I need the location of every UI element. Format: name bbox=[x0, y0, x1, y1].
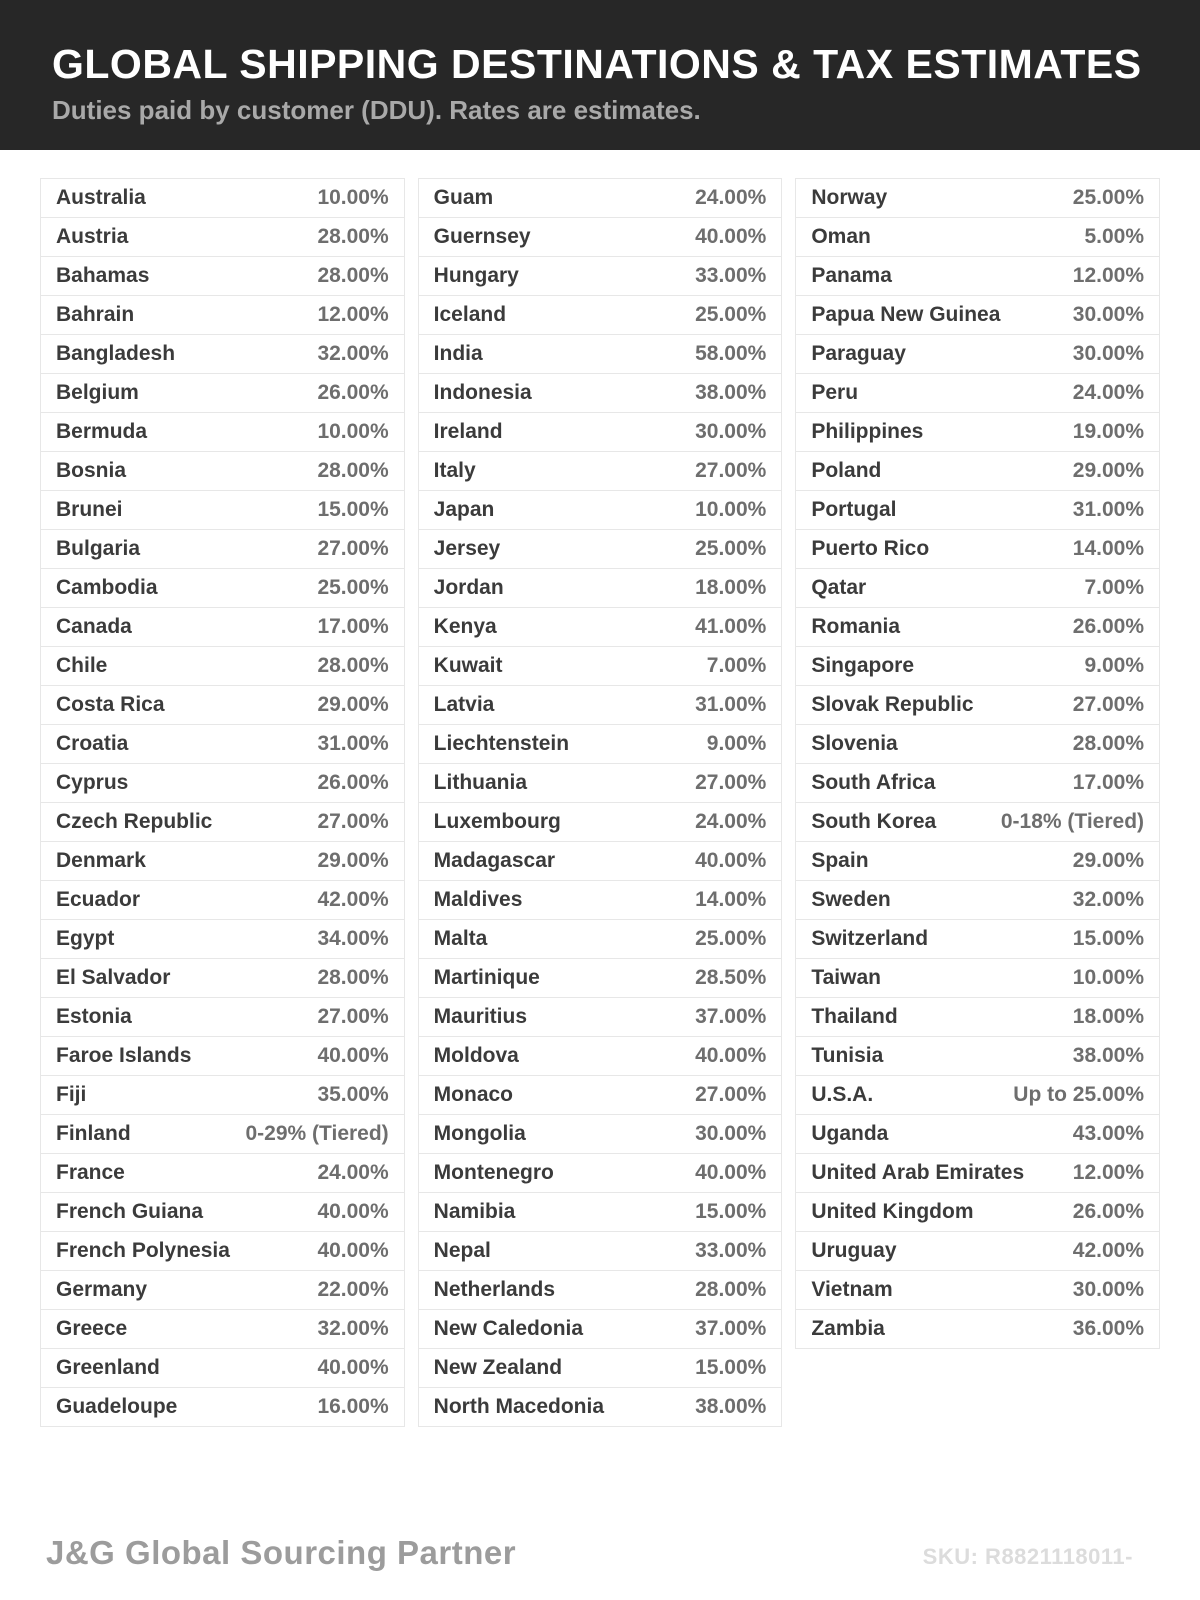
tax-rate: 29.00% bbox=[317, 693, 389, 716]
rate-row bbox=[795, 334, 1160, 374]
rate-row bbox=[40, 1348, 405, 1388]
tax-rate: Up to 25.00% bbox=[1013, 1083, 1145, 1106]
rate-row bbox=[418, 451, 783, 491]
tax-rate: 58.00% bbox=[695, 342, 767, 365]
country-name: Austria bbox=[56, 225, 129, 248]
tax-rate: 24.00% bbox=[695, 186, 767, 209]
rate-row bbox=[40, 1114, 405, 1154]
country-name: Fiji bbox=[56, 1083, 87, 1106]
rate-row bbox=[40, 1270, 405, 1310]
country-name: Germany bbox=[56, 1278, 148, 1301]
country-name: Faroe Islands bbox=[56, 1044, 192, 1067]
country-name: United Kingdom bbox=[811, 1200, 974, 1223]
country-name: Monaco bbox=[433, 1083, 514, 1106]
tax-rate: 38.00% bbox=[695, 381, 767, 404]
country-name: Bangladesh bbox=[56, 342, 176, 365]
rate-row bbox=[418, 685, 783, 725]
tax-rate: 40.00% bbox=[317, 1356, 389, 1379]
country-name: U.S.A. bbox=[811, 1083, 874, 1106]
rate-row bbox=[418, 412, 783, 452]
rate-row bbox=[40, 178, 405, 218]
rate-row bbox=[40, 1192, 405, 1232]
country-name: Ecuador bbox=[56, 888, 141, 911]
rate-row bbox=[795, 1036, 1160, 1076]
country-name: Oman bbox=[811, 225, 871, 248]
country-name: Tunisia bbox=[811, 1044, 884, 1067]
tax-rate: 30.00% bbox=[695, 1122, 767, 1145]
country-name: Poland bbox=[811, 459, 882, 482]
country-name: Hungary bbox=[433, 264, 519, 287]
rate-row bbox=[418, 1192, 783, 1232]
tax-rate: 26.00% bbox=[317, 771, 389, 794]
rate-row bbox=[795, 568, 1160, 608]
tax-rate: 42.00% bbox=[317, 888, 389, 911]
rate-row bbox=[795, 490, 1160, 530]
country-name: North Macedonia bbox=[433, 1395, 605, 1418]
country-name: Croatia bbox=[56, 732, 129, 755]
tax-rate: 32.00% bbox=[317, 342, 389, 365]
rate-row bbox=[40, 1309, 405, 1349]
tax-rate: 9.00% bbox=[1084, 654, 1145, 677]
country-name: Qatar bbox=[811, 576, 867, 599]
tax-rate: 16.00% bbox=[317, 1395, 389, 1418]
country-name: Madagascar bbox=[433, 849, 556, 872]
country-name: Luxembourg bbox=[433, 810, 561, 833]
tax-rate: 40.00% bbox=[317, 1200, 389, 1223]
country-name: Guam bbox=[433, 186, 494, 209]
rate-row bbox=[418, 334, 783, 374]
country-name: Kuwait bbox=[433, 654, 503, 677]
rate-row bbox=[418, 880, 783, 920]
country-name: New Zealand bbox=[433, 1356, 563, 1379]
rate-row bbox=[795, 958, 1160, 998]
rate-row bbox=[40, 451, 405, 491]
tax-rate: 30.00% bbox=[695, 420, 767, 443]
country-name: Papua New Guinea bbox=[811, 303, 1001, 326]
rate-row bbox=[418, 490, 783, 530]
rate-row bbox=[418, 1114, 783, 1154]
country-name: Bahamas bbox=[56, 264, 150, 287]
tax-rate: 28.50% bbox=[695, 966, 767, 989]
tax-rate: 38.00% bbox=[695, 1395, 767, 1418]
rate-row bbox=[40, 1231, 405, 1271]
tax-rate: 24.00% bbox=[1072, 381, 1145, 404]
rate-row bbox=[795, 763, 1160, 803]
rate-row bbox=[418, 1036, 783, 1076]
tax-rate: 5.00% bbox=[1084, 225, 1145, 248]
tax-rate: 14.00% bbox=[695, 888, 767, 911]
country-name: Peru bbox=[811, 381, 859, 404]
rate-row bbox=[40, 763, 405, 803]
tax-rate: 24.00% bbox=[317, 1161, 389, 1184]
rate-row bbox=[40, 724, 405, 764]
rate-row bbox=[418, 958, 783, 998]
tax-rate: 24.00% bbox=[695, 810, 767, 833]
country-name: Netherlands bbox=[433, 1278, 556, 1301]
sku-label: SKU: R8821118011- bbox=[922, 1544, 1133, 1569]
tax-rate: 38.00% bbox=[1072, 1044, 1145, 1067]
country-name: Bulgaria bbox=[56, 537, 141, 560]
country-name: Australia bbox=[56, 186, 146, 209]
rate-row bbox=[418, 373, 783, 413]
country-name: Costa Rica bbox=[56, 693, 165, 716]
tax-rate: 28.00% bbox=[317, 264, 389, 287]
rate-row bbox=[795, 919, 1160, 959]
rate-row bbox=[418, 919, 783, 959]
country-name: Portugal bbox=[811, 498, 897, 521]
rate-row bbox=[795, 1114, 1160, 1154]
country-name: Ireland bbox=[433, 420, 503, 443]
tax-rate: 33.00% bbox=[695, 264, 767, 287]
tax-rate: 27.00% bbox=[317, 810, 389, 833]
shipping-rates-section bbox=[40, 178, 1160, 1427]
country-name: Malta bbox=[433, 927, 488, 950]
rate-row bbox=[40, 607, 405, 647]
country-name: Philippines bbox=[811, 420, 924, 443]
rate-row bbox=[795, 1231, 1160, 1271]
country-name: Namibia bbox=[433, 1200, 516, 1223]
tax-rate: 37.00% bbox=[695, 1005, 767, 1028]
country-name: Jordan bbox=[433, 576, 504, 599]
tax-rate: 14.00% bbox=[1072, 537, 1145, 560]
tax-rate: 40.00% bbox=[695, 225, 767, 248]
rate-row bbox=[795, 997, 1160, 1037]
rate-row bbox=[418, 1348, 783, 1388]
rate-row bbox=[795, 685, 1160, 725]
country-name: Cambodia bbox=[56, 576, 158, 599]
tax-rate: 15.00% bbox=[1072, 927, 1145, 950]
country-name: Czech Republic bbox=[56, 810, 213, 833]
country-name: Romania bbox=[811, 615, 901, 638]
rate-row bbox=[40, 685, 405, 725]
tax-rate: 34.00% bbox=[317, 927, 389, 950]
tax-rate: 7.00% bbox=[1084, 576, 1145, 599]
page-footer bbox=[0, 1534, 1200, 1572]
rate-row bbox=[418, 724, 783, 764]
tax-rate: 29.00% bbox=[317, 849, 389, 872]
country-name: South Africa bbox=[811, 771, 936, 794]
rates-table bbox=[40, 178, 1160, 1427]
rate-row bbox=[40, 802, 405, 842]
rate-row bbox=[795, 529, 1160, 569]
country-name: Estonia bbox=[56, 1005, 132, 1028]
rate-row bbox=[418, 763, 783, 803]
tax-rate: 28.00% bbox=[317, 459, 389, 482]
tax-rate: 40.00% bbox=[317, 1239, 389, 1262]
country-name: Belgium bbox=[56, 381, 139, 404]
country-name: Montenegro bbox=[433, 1161, 554, 1184]
tax-rate: 10.00% bbox=[695, 498, 767, 521]
country-name: Brunei bbox=[56, 498, 123, 521]
tax-rate: 31.00% bbox=[695, 693, 767, 716]
tax-rate: 10.00% bbox=[1072, 966, 1145, 989]
country-name: Paraguay bbox=[811, 342, 906, 365]
tax-rate: 30.00% bbox=[1072, 342, 1145, 365]
country-name: Kenya bbox=[433, 615, 497, 638]
rate-row bbox=[795, 1075, 1160, 1115]
rate-row bbox=[795, 412, 1160, 452]
rate-row bbox=[418, 1270, 783, 1310]
country-name: Canada bbox=[56, 615, 132, 638]
page-title: GLOBAL SHIPPING DESTINATIONS & TAX ESTIMATES bbox=[52, 41, 1142, 87]
country-name: French Guiana bbox=[56, 1200, 204, 1223]
country-name: Thailand bbox=[811, 1005, 898, 1028]
country-name: Chile bbox=[56, 654, 108, 677]
country-name: Sweden bbox=[811, 888, 891, 911]
country-name: Panama bbox=[811, 264, 892, 287]
rate-row bbox=[40, 568, 405, 608]
tax-rate: 12.00% bbox=[1072, 264, 1145, 287]
country-name: Switzerland bbox=[811, 927, 929, 950]
tax-rate: 15.00% bbox=[695, 1356, 767, 1379]
tax-rate: 40.00% bbox=[695, 1044, 767, 1067]
title-banner bbox=[0, 0, 1200, 150]
rate-row bbox=[795, 1309, 1160, 1349]
rate-row bbox=[40, 256, 405, 296]
country-name: Taiwan bbox=[811, 966, 881, 989]
rates-column-3 bbox=[795, 178, 1160, 1349]
tax-rate: 12.00% bbox=[317, 303, 389, 326]
rate-row bbox=[40, 1036, 405, 1076]
country-name: Vietnam bbox=[811, 1278, 893, 1301]
country-name: Singapore bbox=[811, 654, 915, 677]
rate-row bbox=[418, 295, 783, 335]
tax-rate: 26.00% bbox=[317, 381, 389, 404]
tax-rate: 40.00% bbox=[695, 1161, 767, 1184]
tax-rate: 15.00% bbox=[695, 1200, 767, 1223]
brand-text: J&G Global Sourcing Partner bbox=[46, 1534, 517, 1571]
country-name: Lithuania bbox=[433, 771, 528, 794]
rate-row bbox=[795, 1270, 1160, 1310]
rate-row bbox=[418, 997, 783, 1037]
country-name: Bosnia bbox=[56, 459, 127, 482]
tax-rate: 18.00% bbox=[1072, 1005, 1145, 1028]
tax-rate: 17.00% bbox=[317, 615, 389, 638]
rate-row bbox=[795, 256, 1160, 296]
country-name: Liechtenstein bbox=[433, 732, 570, 755]
tax-rate: 12.00% bbox=[1072, 1161, 1145, 1184]
tax-rate: 9.00% bbox=[706, 732, 767, 755]
tax-rate: 29.00% bbox=[1072, 849, 1145, 872]
country-name: Guernsey bbox=[433, 225, 531, 248]
country-name: Greece bbox=[56, 1317, 128, 1340]
tax-rate: 32.00% bbox=[317, 1317, 389, 1340]
tax-rate: 36.00% bbox=[1072, 1317, 1145, 1340]
country-name: Denmark bbox=[56, 849, 146, 872]
tax-rate: 28.00% bbox=[317, 966, 389, 989]
tax-rate: 29.00% bbox=[1072, 459, 1145, 482]
country-name: French Polynesia bbox=[56, 1239, 230, 1262]
rate-row bbox=[418, 529, 783, 569]
tax-rate: 22.00% bbox=[317, 1278, 389, 1301]
country-name: El Salvador bbox=[56, 966, 171, 989]
tax-rate: 27.00% bbox=[317, 1005, 389, 1028]
rate-row bbox=[40, 919, 405, 959]
tax-rate: 30.00% bbox=[1072, 1278, 1145, 1301]
country-name: Mongolia bbox=[433, 1122, 526, 1145]
tax-rate: 26.00% bbox=[1072, 615, 1145, 638]
tax-rate: 27.00% bbox=[695, 771, 767, 794]
tax-rate: 28.00% bbox=[317, 654, 389, 677]
country-name: New Caledonia bbox=[433, 1317, 584, 1340]
rate-row bbox=[418, 1309, 783, 1349]
country-name: Zambia bbox=[811, 1317, 885, 1340]
country-name: Slovenia bbox=[811, 732, 898, 755]
country-name: Indonesia bbox=[433, 381, 532, 404]
rate-row bbox=[795, 295, 1160, 335]
rate-row bbox=[418, 1153, 783, 1193]
tax-rate: 18.00% bbox=[695, 576, 767, 599]
rate-row bbox=[40, 646, 405, 686]
tax-rate: 0-18% (Tiered) bbox=[1000, 810, 1145, 833]
tax-rate: 30.00% bbox=[1072, 303, 1145, 326]
rate-row bbox=[40, 1075, 405, 1115]
country-name: Iceland bbox=[433, 303, 507, 326]
rate-row bbox=[795, 451, 1160, 491]
rate-row bbox=[418, 256, 783, 296]
tax-rate: 0-29% (Tiered) bbox=[245, 1122, 389, 1145]
rate-row bbox=[40, 997, 405, 1037]
page-subtitle: Duties paid by customer (DDU). Rates are estimates. bbox=[52, 95, 701, 125]
country-name: India bbox=[433, 342, 483, 365]
rate-row bbox=[40, 1153, 405, 1193]
country-name: Cyprus bbox=[56, 771, 129, 794]
rate-row bbox=[40, 841, 405, 881]
rate-row bbox=[40, 529, 405, 569]
rate-row bbox=[40, 217, 405, 257]
tax-rate: 10.00% bbox=[317, 186, 389, 209]
rate-row bbox=[418, 802, 783, 842]
rate-row bbox=[40, 490, 405, 530]
rate-row bbox=[418, 841, 783, 881]
tax-rate: 35.00% bbox=[317, 1083, 389, 1106]
country-name: Uganda bbox=[811, 1122, 889, 1145]
rate-row bbox=[418, 178, 783, 218]
tax-rate: 27.00% bbox=[1072, 693, 1145, 716]
country-name: Bermuda bbox=[56, 420, 148, 443]
rate-row bbox=[40, 958, 405, 998]
tax-rate: 26.00% bbox=[1072, 1200, 1145, 1223]
rate-row bbox=[795, 646, 1160, 686]
rate-row bbox=[795, 802, 1160, 842]
tax-rate: 27.00% bbox=[695, 1083, 767, 1106]
rate-row bbox=[40, 295, 405, 335]
tax-rate: 27.00% bbox=[317, 537, 389, 560]
tax-rate: 40.00% bbox=[317, 1044, 389, 1067]
rate-row bbox=[795, 841, 1160, 881]
rate-row bbox=[40, 412, 405, 452]
country-name: Egypt bbox=[56, 927, 115, 950]
rates-column-1 bbox=[40, 178, 405, 1427]
rate-row bbox=[418, 217, 783, 257]
country-name: Bahrain bbox=[56, 303, 135, 326]
tax-rate: 25.00% bbox=[695, 537, 767, 560]
country-name: Nepal bbox=[433, 1239, 491, 1262]
tax-rate: 19.00% bbox=[1072, 420, 1145, 443]
rate-row bbox=[418, 646, 783, 686]
rate-row bbox=[40, 880, 405, 920]
tax-rate: 25.00% bbox=[695, 303, 767, 326]
rate-row bbox=[795, 724, 1160, 764]
rates-column-2 bbox=[418, 178, 783, 1427]
country-name: Maldives bbox=[433, 888, 523, 911]
country-name: Guadeloupe bbox=[56, 1395, 178, 1418]
tax-rate: 15.00% bbox=[317, 498, 389, 521]
tax-rate: 31.00% bbox=[317, 732, 389, 755]
rate-row bbox=[418, 1075, 783, 1115]
tax-rate: 43.00% bbox=[1072, 1122, 1145, 1145]
rate-row bbox=[795, 1192, 1160, 1232]
rate-row bbox=[795, 1153, 1160, 1193]
country-name: South Korea bbox=[811, 810, 937, 833]
tax-rate: 17.00% bbox=[1072, 771, 1145, 794]
tax-rate: 28.00% bbox=[1072, 732, 1145, 755]
tax-rate: 25.00% bbox=[317, 576, 389, 599]
tax-rate: 42.00% bbox=[1072, 1239, 1145, 1262]
tax-rate: 41.00% bbox=[695, 615, 767, 638]
country-name: Mauritius bbox=[433, 1005, 528, 1028]
country-name: Japan bbox=[433, 498, 495, 521]
tax-rate: 25.00% bbox=[695, 927, 767, 950]
rate-row bbox=[40, 334, 405, 374]
rate-row bbox=[795, 217, 1160, 257]
tax-rate: 7.00% bbox=[706, 654, 767, 677]
country-name: Martinique bbox=[433, 966, 540, 989]
country-name: Italy bbox=[433, 459, 476, 482]
country-name: Finland bbox=[56, 1122, 131, 1145]
rate-row bbox=[795, 373, 1160, 413]
tax-rate: 28.00% bbox=[317, 225, 389, 248]
country-name: Spain bbox=[811, 849, 869, 872]
tax-rate: 40.00% bbox=[695, 849, 767, 872]
country-name: Puerto Rico bbox=[811, 537, 930, 560]
country-name: Slovak Republic bbox=[811, 693, 974, 716]
tax-rate: 10.00% bbox=[317, 420, 389, 443]
tax-rate: 37.00% bbox=[695, 1317, 767, 1340]
rate-row bbox=[795, 178, 1160, 218]
tax-rate: 32.00% bbox=[1072, 888, 1145, 911]
rate-row bbox=[40, 1387, 405, 1427]
tax-rate: 27.00% bbox=[695, 459, 767, 482]
country-name: Jersey bbox=[433, 537, 501, 560]
country-name: Latvia bbox=[433, 693, 495, 716]
country-name: Norway bbox=[811, 186, 888, 209]
rate-row bbox=[795, 607, 1160, 647]
country-name: Moldova bbox=[433, 1044, 519, 1067]
rate-row bbox=[795, 880, 1160, 920]
rate-row bbox=[418, 1231, 783, 1271]
rate-row bbox=[418, 568, 783, 608]
tax-rate: 28.00% bbox=[695, 1278, 767, 1301]
country-name: Greenland bbox=[56, 1356, 160, 1379]
tax-rate: 33.00% bbox=[695, 1239, 767, 1262]
tax-rate: 31.00% bbox=[1072, 498, 1145, 521]
rate-row bbox=[40, 373, 405, 413]
country-name: Uruguay bbox=[811, 1239, 897, 1262]
country-name: United Arab Emirates bbox=[811, 1161, 1025, 1184]
country-name: France bbox=[56, 1161, 125, 1184]
rate-row bbox=[418, 1387, 783, 1427]
rate-row bbox=[418, 607, 783, 647]
tax-rate: 25.00% bbox=[1072, 186, 1145, 209]
